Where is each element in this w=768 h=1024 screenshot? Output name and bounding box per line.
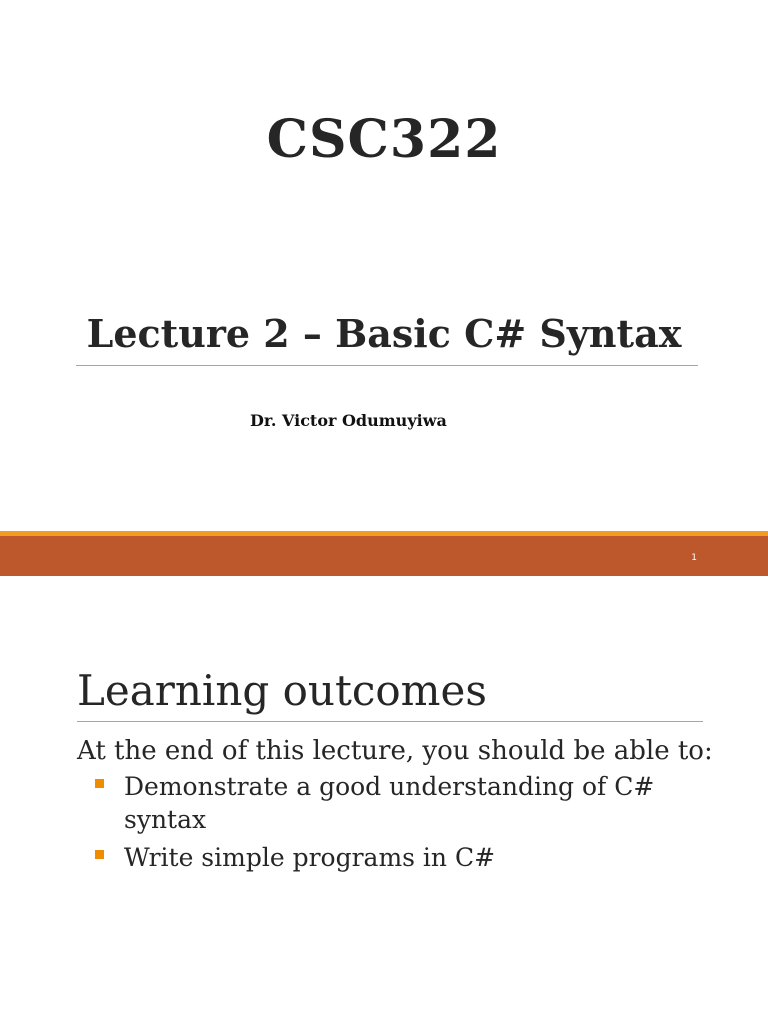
bullet-text: Demonstrate a good understanding of C# syntax <box>124 772 655 834</box>
intro-text: At the end of this lecture, you should be able to: <box>77 736 713 766</box>
learning-outcomes-slide <box>0 578 768 1024</box>
bullet-list <box>95 770 695 879</box>
title-divider <box>76 365 698 366</box>
bullet-text: Write simple programs in C# <box>124 843 496 872</box>
slide-number: 1 <box>691 553 697 563</box>
author-name: Dr. Victor Odumuyiwa <box>250 411 447 430</box>
list-item <box>95 770 695 836</box>
orange-square-bullet-icon <box>95 850 104 859</box>
slide-heading: Learning outcomes <box>77 666 487 715</box>
footer-band <box>0 536 768 576</box>
lecture-title: Lecture 2 – Basic C# Syntax <box>86 311 682 356</box>
list-item <box>95 841 695 874</box>
heading-divider <box>77 721 703 722</box>
course-code-title: CSC322 <box>266 109 502 170</box>
orange-square-bullet-icon <box>95 779 104 788</box>
